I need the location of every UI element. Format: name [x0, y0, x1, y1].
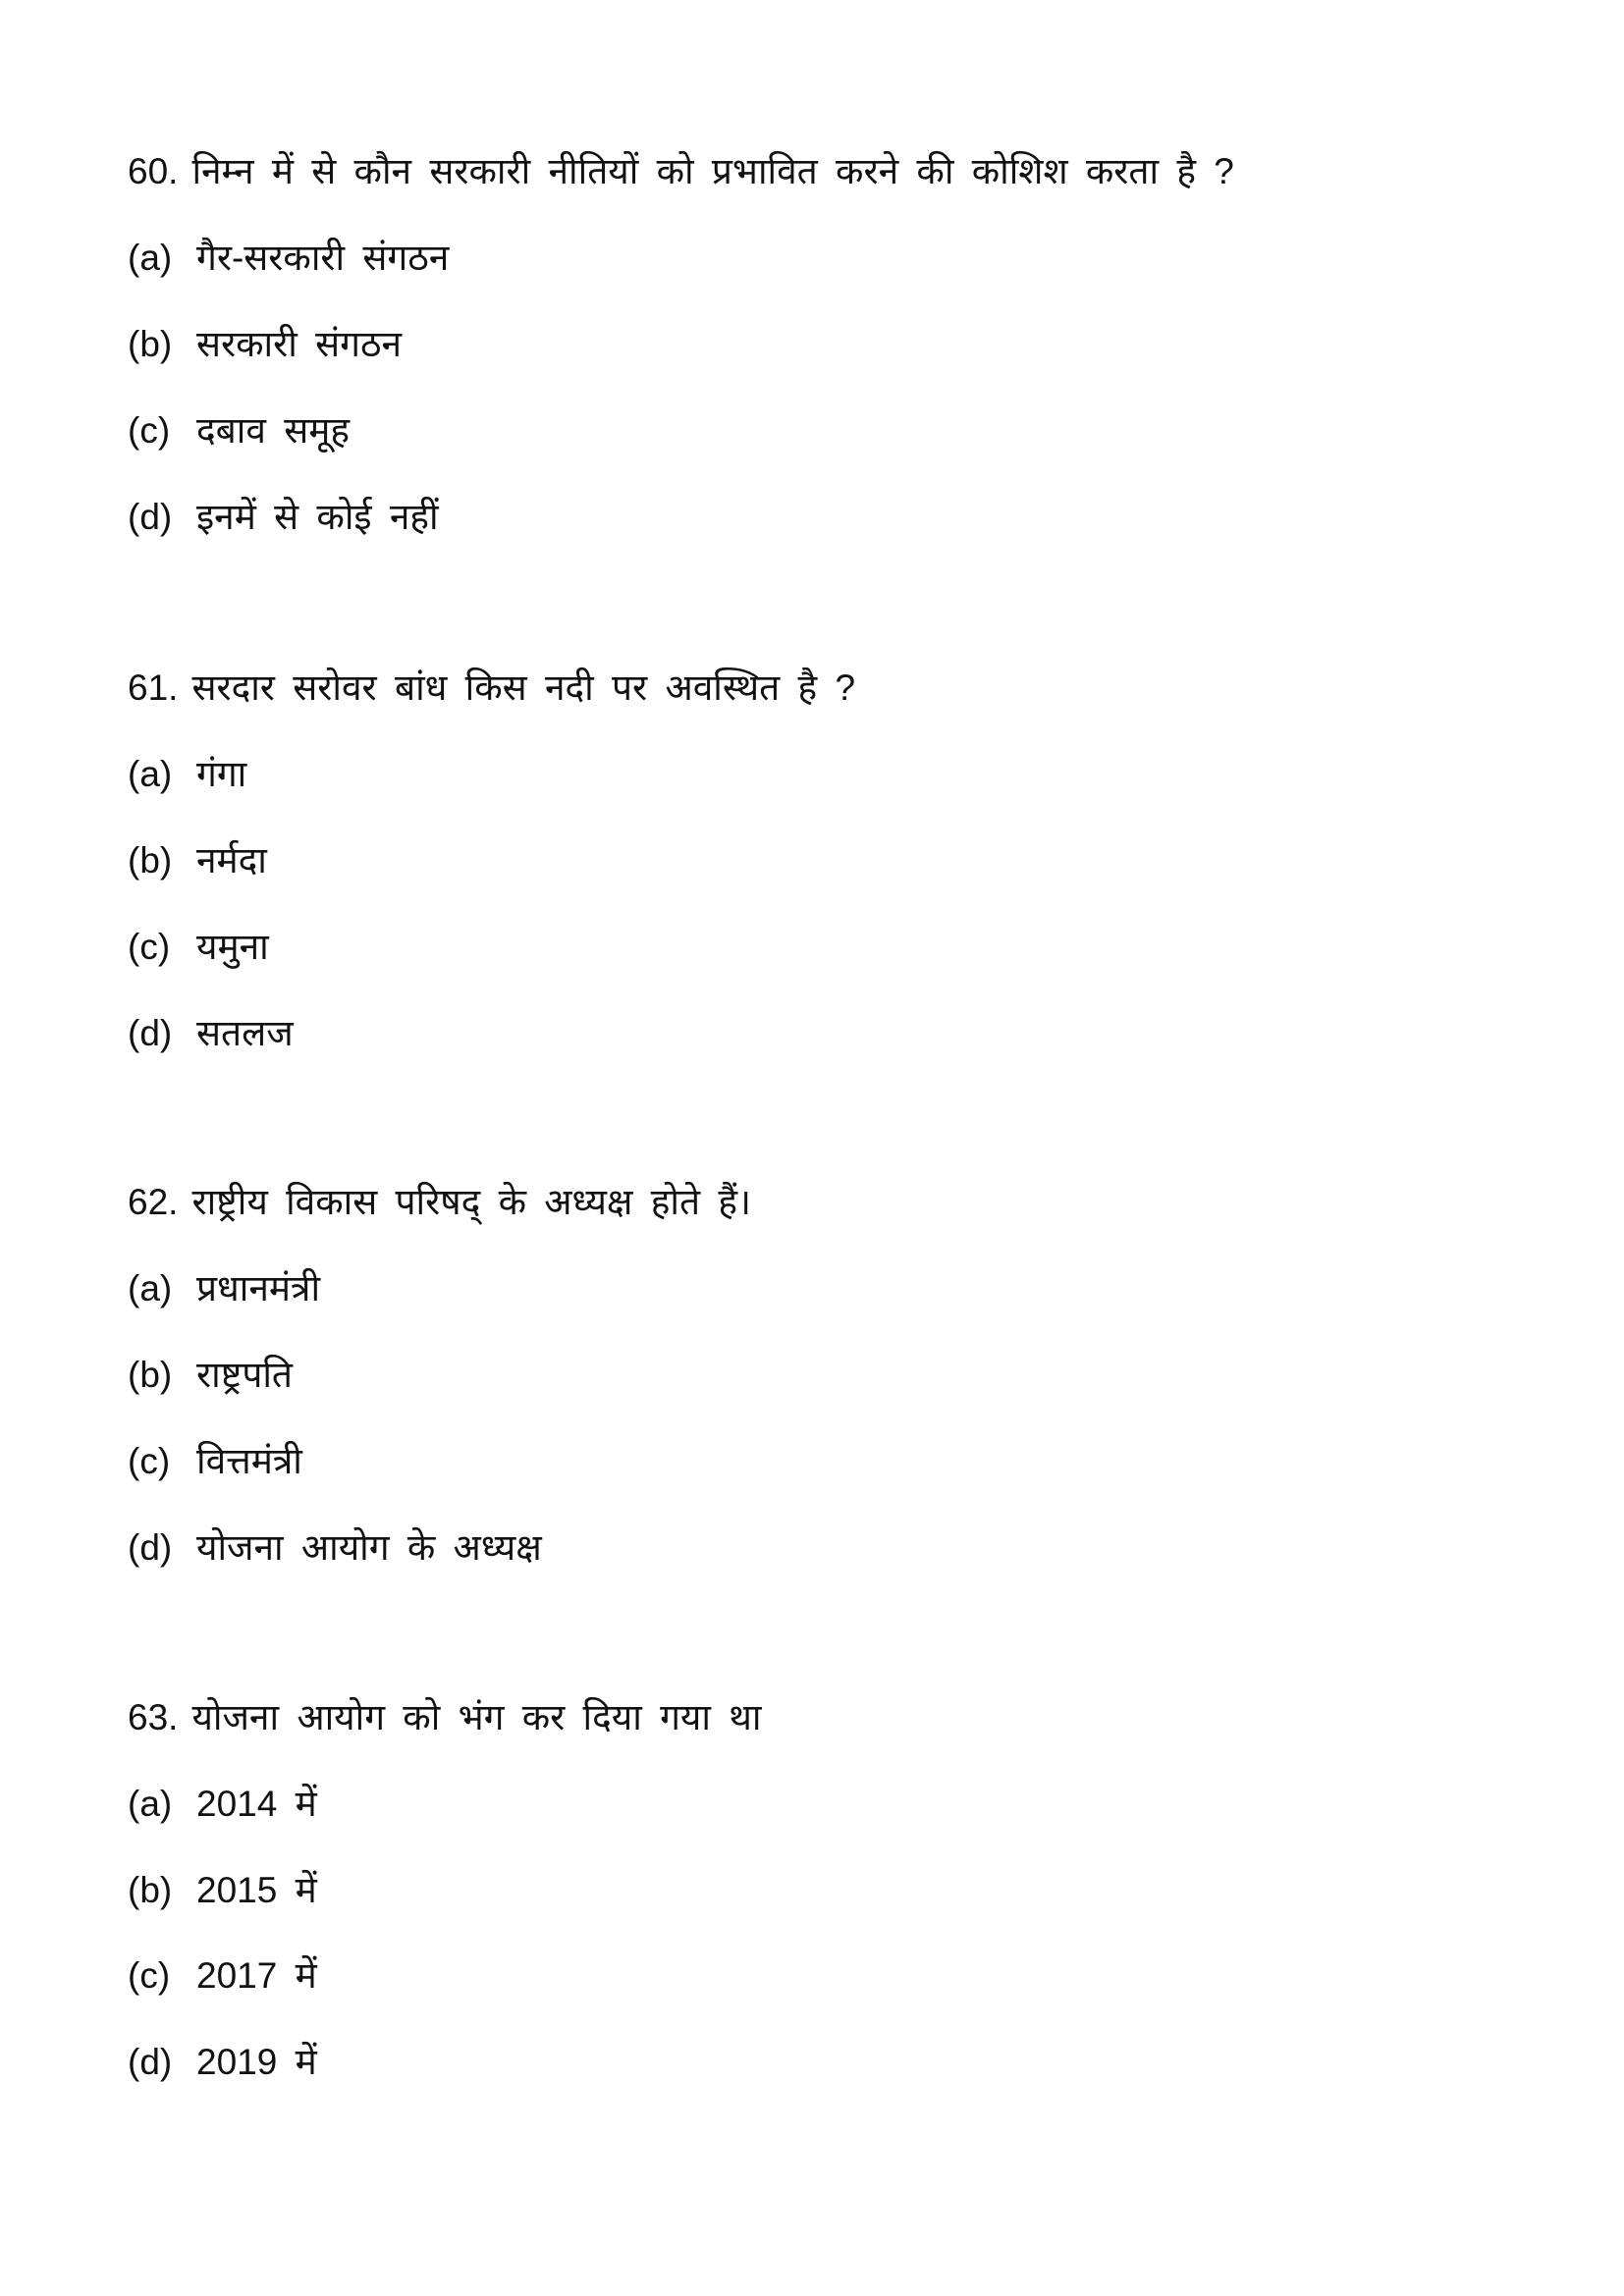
option-60-d — [128, 493, 439, 542]
option-text: गंगा — [196, 754, 247, 794]
option-63-c — [128, 1951, 317, 2001]
question-number: 60. — [128, 151, 179, 191]
option-label: (a) — [128, 754, 173, 794]
option-60-b — [128, 320, 402, 369]
option-label: (b) — [128, 324, 173, 364]
option-label: (a) — [128, 1784, 173, 1824]
option-62-a — [128, 1264, 320, 1313]
option-text: योजना आयोग के अध्यक्ष — [196, 1527, 542, 1568]
option-label: (c) — [128, 1955, 171, 1996]
option-label: (a) — [128, 238, 173, 278]
option-63-a — [128, 1780, 317, 1829]
option-text: राष्ट्रपति — [196, 1355, 294, 1395]
question-number: 63. — [128, 1697, 179, 1737]
option-63-d — [128, 2038, 317, 2087]
question-number: 61. — [128, 667, 179, 708]
option-text: दबाव समूह — [196, 410, 350, 451]
option-text: 2015 में — [196, 1870, 317, 1910]
option-61-d — [128, 1009, 294, 1058]
option-61-c — [128, 923, 269, 972]
option-label: (d) — [128, 497, 173, 537]
option-text: 2014 में — [196, 1784, 317, 1824]
option-61-b — [128, 836, 267, 885]
question-60 — [128, 147, 1234, 196]
option-62-c — [128, 1437, 302, 1486]
option-text: सरकारी संगठन — [196, 324, 403, 364]
option-text: यमुना — [196, 927, 269, 967]
option-text: प्रधानमंत्री — [196, 1268, 321, 1308]
option-label: (c) — [128, 927, 171, 967]
option-label: (a) — [128, 1268, 173, 1308]
option-label: (d) — [128, 2042, 173, 2082]
question-text: सरदार सरोवर बांध किस नदी पर अवस्थित है ? — [191, 667, 856, 708]
option-text: सतलज — [196, 1013, 294, 1053]
question-62 — [128, 1178, 751, 1227]
option-label: (d) — [128, 1013, 173, 1053]
option-text: 2017 में — [196, 1955, 317, 1996]
option-63-b — [128, 1866, 317, 1915]
question-text: निम्न में से कौन सरकारी नीतियों को प्रभावित करने की कोशिश करता है ? — [191, 151, 1234, 191]
option-61-a — [128, 750, 246, 799]
option-label: (b) — [128, 1870, 173, 1910]
option-text: वित्तमंत्री — [196, 1441, 302, 1481]
question-63 — [128, 1693, 761, 1742]
question-text: योजना आयोग को भंग कर दिया गया था — [191, 1697, 762, 1737]
option-62-d — [128, 1523, 542, 1573]
question-number: 62. — [128, 1182, 179, 1222]
option-60-c — [128, 406, 350, 455]
option-label: (c) — [128, 410, 171, 451]
option-62-b — [128, 1351, 293, 1400]
option-label: (c) — [128, 1441, 171, 1481]
option-60-a — [128, 234, 449, 283]
option-label: (b) — [128, 1355, 173, 1395]
option-text: नर्मदा — [196, 840, 267, 881]
option-label: (d) — [128, 1527, 173, 1568]
option-text: 2019 में — [196, 2042, 317, 2082]
question-text: राष्ट्रीय विकास परिषद् के अध्यक्ष होते हैं। — [191, 1182, 751, 1222]
question-61 — [128, 664, 855, 713]
option-label: (b) — [128, 840, 173, 881]
option-text: इनमें से कोई नहीं — [196, 497, 439, 537]
option-text: गैर-सरकारी संगठन — [196, 238, 450, 278]
